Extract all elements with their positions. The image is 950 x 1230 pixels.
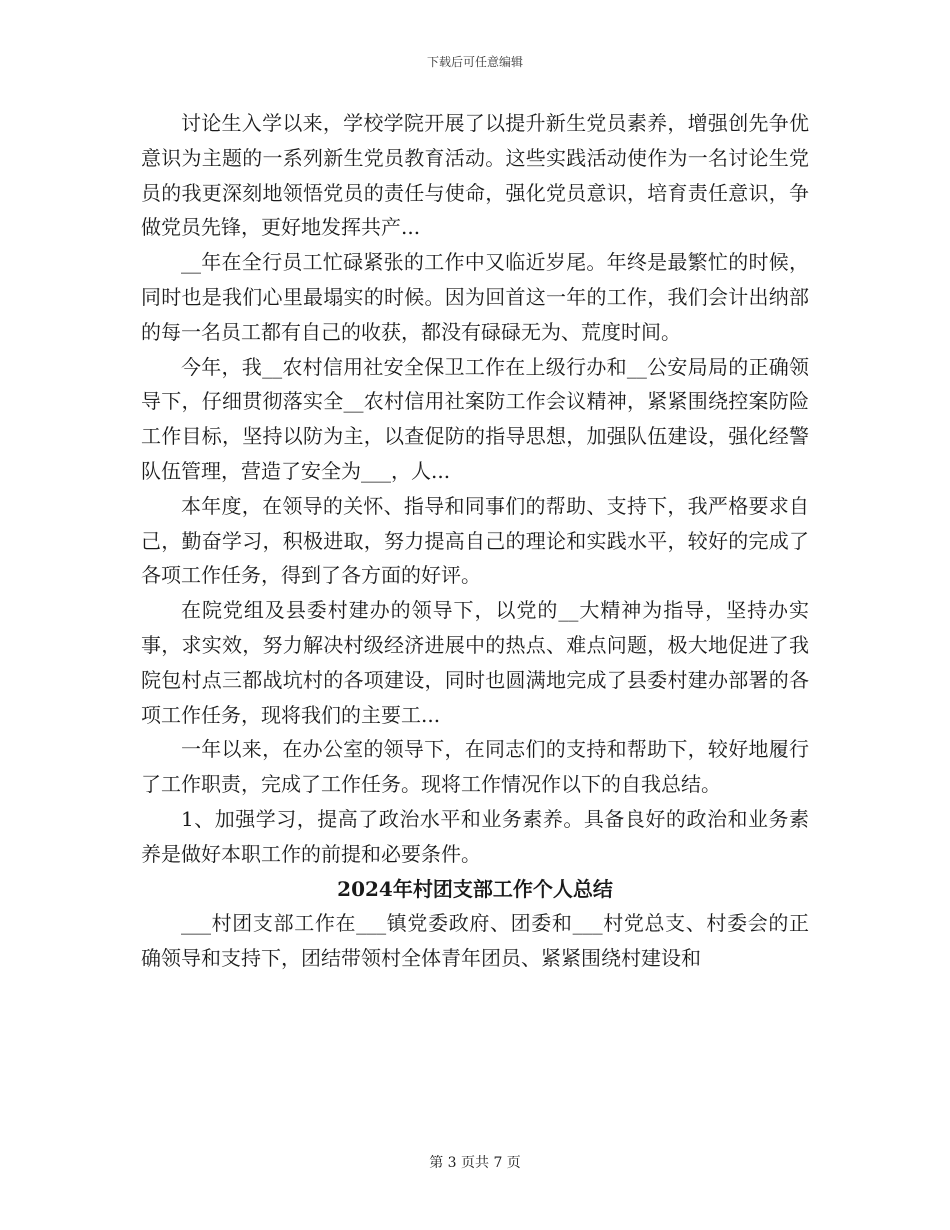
document-body [141, 106, 809, 976]
page-header-note: 下载后可任意编辑 [426, 55, 523, 69]
paragraph-6: 一年以来，在办公室的领导下，在同志们的支持和帮助下，较好地履行了工作职责，完成了工作任务。现将工作情况作以下的自我总结。 [141, 737, 809, 797]
paragraph-5: 在院党组及县委村建办的领导下，以党的__大精神为指导，坚持办实事，求实效，努力解决村级经济进展中的热点、难点问题，极大地促进了我院包村点三都战坑村的各项建设，同时也圆满地完成了县委村建办部署的各项工作任务，现将我们的主要工... [141, 598, 809, 727]
paragraph-4: 本年度，在领导的关怀、指导和同事们的帮助、支持下，我严格要求自己，勤奋学习，积极进取，努力提高自己的理论和实践水平，较好的完成了各项工作任务，得到了各方面的好评。 [141, 493, 809, 588]
section-paragraph: ___村团支部工作在___镇党委政府、团委和___村党总支、村委会的正确领导和支持下，团结带领村全体青年团员、紧紧围绕村建设和 [141, 911, 809, 971]
paragraph-1: 讨论生入学以来，学校学院开展了以提升新生党员素养，增强创先争优意识为主题的一系列新生党员教育活动。这些实践活动使作为一名讨论生党员的我更深刻地领悟党员的责任与使命，强化党员意识，培育责任意识，争做党员先锋，更好地发挥共产... [141, 111, 809, 240]
paragraph-3: 今年，我__农村信用社安全保卫工作在上级行办和__公安局局的正确领导下，仔细贯彻落实全__农村信用社案防工作会议精神，紧紧围绕控案防险工作目标，坚持以防为主，以查促防的指导思想，加强队伍建设，强化经警队伍管理，营造了安全为___，人... [141, 354, 809, 483]
page-number: 第 3 页共 7 页 [429, 1155, 521, 1171]
paragraph-7: 1、加强学习，提高了政治水平和业务素养。具备良好的政治和业务素养是做好本职工作的前提和必要条件。 [141, 806, 809, 866]
paragraph-2: __年在全行员工忙碌紧张的工作中又临近岁尾。年终是最繁忙的时候，同时也是我们心里最塌实的时候。因为回首这一年的工作，我们会计出纳部的每一名员工都有自己的收获，都没有碌碌无为、荒度时间。 [141, 250, 809, 344]
section-title: 2024年村团支部工作个人总结 [337, 876, 613, 901]
